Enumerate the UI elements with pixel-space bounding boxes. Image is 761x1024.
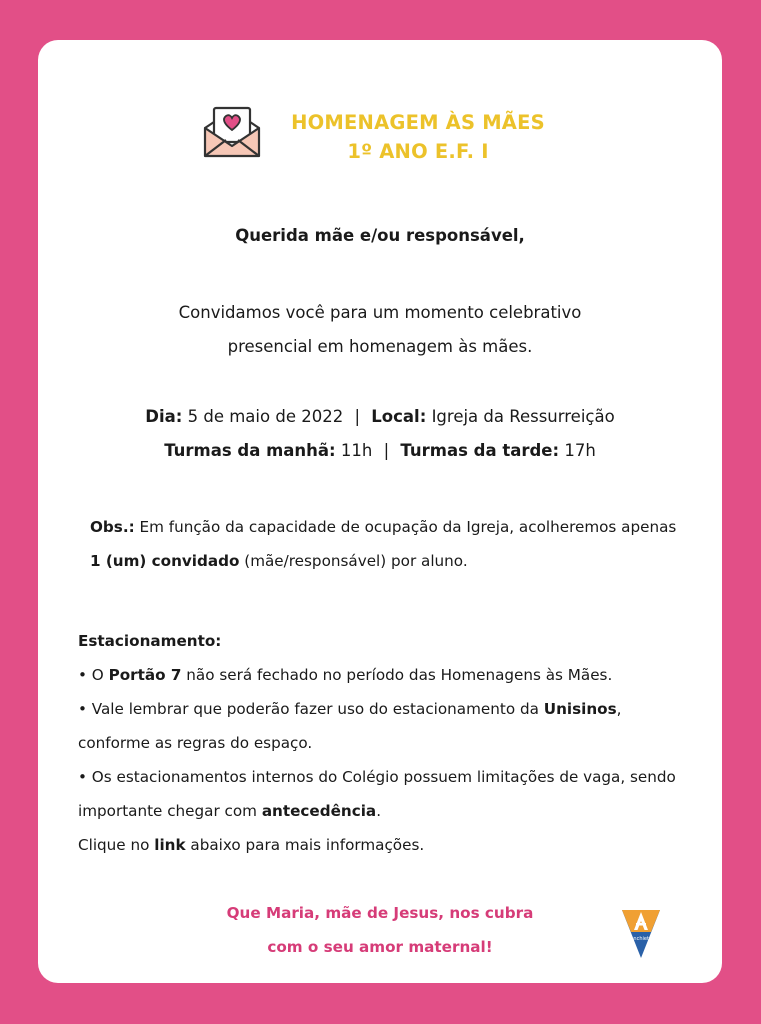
parking-heading: Estacionamento: <box>78 632 222 650</box>
bullet-bold: antecedência <box>261 802 377 820</box>
greeting: Querida mãe e/ou responsável, <box>235 226 525 245</box>
afternoon-label: Turmas da tarde: <box>400 441 560 460</box>
intro-text <box>38 296 722 364</box>
observation-note <box>90 510 690 578</box>
separator: | <box>383 441 390 460</box>
link-note-text: abaixo para mais informações. <box>190 836 425 854</box>
bullet-text: , conforme as regras do espaço. <box>78 700 622 752</box>
morning-label: Turmas da manhã: <box>164 441 336 460</box>
bullet-text: . <box>376 802 382 820</box>
place-label: Local: <box>371 407 427 426</box>
obs-text-1: Em função da capacidade de ocupação da Igreja, acolheremos apenas <box>139 518 677 536</box>
closing-line-1: Que Maria, mãe de Jesus, nos cubra <box>226 904 534 922</box>
parking-bullet-3 <box>78 760 698 828</box>
afternoon-value: 17h <box>564 441 596 460</box>
obs-text-2: (mãe/responsável) por aluno. <box>244 552 468 570</box>
bullet-text: • Vale lembrar que poderão fazer uso do estacionamento da <box>78 700 539 718</box>
school-logo-icon <box>620 906 662 960</box>
place-value: Igreja da Ressurreição <box>431 407 615 426</box>
logo-text: Anchieta <box>630 936 652 942</box>
invitation-card <box>38 40 722 983</box>
bullet-text: • O <box>78 666 104 684</box>
parking-section <box>78 624 698 862</box>
separator: | <box>354 407 361 426</box>
link-note <box>78 828 698 862</box>
intro-line-1: Convidamos você para um momento celebrativo <box>178 303 582 322</box>
closing-message <box>198 896 562 964</box>
parking-bullet-2 <box>78 692 698 760</box>
morning-value: 11h <box>340 441 373 460</box>
obs-bold: 1 (um) convidado <box>90 552 240 570</box>
bullet-bold: Unisinos <box>543 700 617 718</box>
bullet-bold: Portão 7 <box>108 666 182 684</box>
love-letter-envelope-icon <box>202 106 262 160</box>
date-place-line <box>38 400 722 434</box>
link-note-text: Clique no <box>78 836 150 854</box>
bullet-text: • Os estacionamentos internos do Colégio possuem limitações de vaga, sendo importante chegar com <box>78 768 676 820</box>
page-title <box>268 108 568 166</box>
obs-label: Obs.: <box>90 518 135 536</box>
link-word: link <box>154 836 186 854</box>
closing-line-2: com o seu amor maternal! <box>267 938 493 956</box>
times-line <box>38 434 722 468</box>
title-line-2: 1º ANO E.F. I <box>347 140 489 163</box>
day-value: 5 de maio de 2022 <box>187 407 344 426</box>
day-label: Dia: <box>145 407 183 426</box>
event-details <box>38 400 722 468</box>
parking-bullet-1 <box>78 658 698 692</box>
title-line-1: HOMENAGEM ÀS MÃES <box>291 111 545 134</box>
intro-line-2: presencial em homenagem às mães. <box>227 337 533 356</box>
bullet-text: não será fechado no período das Homenagens às Mães. <box>186 666 613 684</box>
